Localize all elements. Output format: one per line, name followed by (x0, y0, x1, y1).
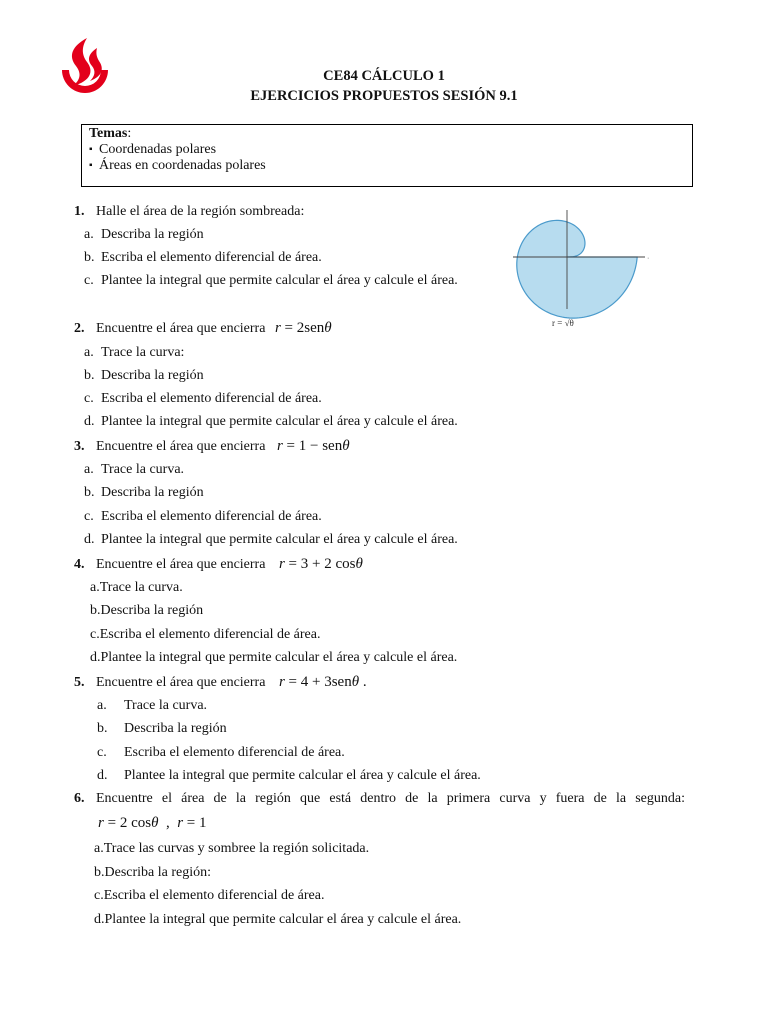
exercise-2: 2. Encuentre el área que encierra r = 2senθ (74, 320, 332, 336)
list-item: a. Trace la curva: (84, 345, 185, 360)
bullet-icon: ▪ (89, 144, 93, 155)
equation: r = 2 cosθ (98, 815, 159, 831)
shaded-region (517, 220, 637, 318)
list-item: b. Describa la región (84, 368, 204, 383)
axis-tick-mark: · (647, 255, 650, 262)
list-item: b. Escriba el elemento diferencial de área. (84, 250, 322, 265)
equation: r = 1 (177, 815, 207, 831)
exercise-number: 3. (74, 439, 85, 454)
exercise-number: 2. (74, 321, 85, 336)
list-item: d.Plantee la integral que permite calcular el área y calcule el área. (90, 650, 458, 665)
list-item: c. Escriba el elemento diferencial de área. (84, 391, 322, 406)
list-item: d. Plantee la integral que permite calcular el área y calcule el área. (84, 414, 458, 429)
bullet-icon: ▪ (89, 160, 93, 171)
list-item: c. Escriba el elemento diferencial de área. (84, 509, 322, 524)
list-item: a.Trace las curvas y sombree la región solicitada. (94, 841, 370, 856)
equation: r = 2senθ (274, 320, 332, 336)
equations-line: r = 2 cosθ , r = 1 (98, 815, 207, 831)
list-item: d. Plantee la integral que permite calcular el área y calcule el área. (84, 532, 458, 547)
equation: r = 1 − senθ (276, 438, 350, 454)
list-item: a. Trace la curva. (97, 698, 208, 713)
polar-region-figure (508, 205, 658, 333)
list-item: c. Escriba el elemento diferencial de área. (97, 745, 345, 760)
exercise-5: 5. Encuentre el área que encierra r = 4 + 3senθ . (74, 674, 367, 690)
topics-heading: Temas: (89, 126, 132, 141)
list-item: b. Describa la región (84, 485, 204, 500)
list-item: a.Trace la curva. (90, 580, 183, 595)
list-item: d.Plantee la integral que permite calcular el área y calcule el área. (94, 912, 462, 927)
exercise-4: 4. Encuentre el área que encierra r = 3 + 2 cosθ (74, 556, 363, 572)
exercise-1: 1. Halle el área de la región sombreada: (74, 204, 305, 219)
list-item: b.Describa la región (90, 603, 204, 618)
list-item: b. Describa la región (97, 721, 227, 736)
list-item: c.Escriba el elemento diferencial de área. (94, 888, 325, 903)
topic-item: ▪ Coordenadas polares (89, 142, 217, 157)
course-title: CE84 CÁLCULO 1 (323, 68, 445, 84)
topic-item: ▪ Áreas en coordenadas polares (89, 158, 266, 173)
topics-box (81, 124, 693, 187)
list-item: a. Describa la región (84, 227, 204, 242)
equation: r = 4 + 3senθ . (278, 674, 367, 690)
equation: r = 3 + 2 cosθ (278, 556, 363, 572)
list-item: c.Escriba el elemento diferencial de área. (90, 627, 321, 642)
curve-label: r = √θ (552, 318, 574, 328)
exercise-number: 4. (74, 557, 85, 572)
exercise-3: 3. Encuentre el área que encierra r = 1 − senθ (74, 438, 350, 454)
list-item: c. Plantee la integral que permite calcular el área y calcule el área. (84, 273, 458, 288)
exercise-number: 6. (74, 791, 85, 806)
exercise-6: 6. Encuentre el área de la región que está dentro de la primera curva y fuera de la segunda: (74, 791, 685, 806)
list-item: a. Trace la curva. (84, 462, 185, 477)
exercise-number: 5. (74, 675, 85, 690)
exercise-number: 1. (74, 204, 85, 219)
session-title: EJERCICIOS PROPUESTOS SESIÓN 9.1 (250, 88, 518, 104)
list-item: b.Describa la región: (94, 865, 212, 880)
list-item: d. Plantee la integral que permite calcular el área y calcule el área. (97, 768, 481, 783)
